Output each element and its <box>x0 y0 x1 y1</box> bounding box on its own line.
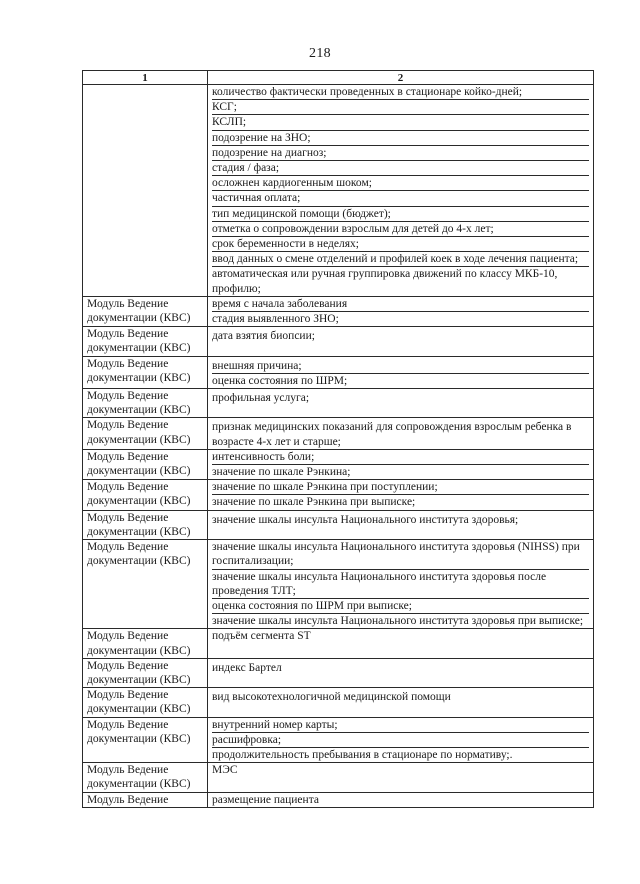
field-item: осложнен кардиогенным шоком; <box>212 176 589 191</box>
module-cell: Модуль Ведение документации (КВС) <box>83 717 208 763</box>
field-item: срок беременности в неделях; <box>212 237 589 252</box>
field-item: значение по шкале Рэнкина при выписке; <box>212 496 416 509</box>
table-row <box>83 449 594 479</box>
table-row <box>83 85 594 297</box>
field-item: индекс Бартел <box>212 661 282 674</box>
module-cell: Модуль Ведение документации (КВС) <box>83 688 208 717</box>
field-item: автоматическая или ручная группировка движений по классу МКБ-10, профилю; <box>212 268 558 295</box>
field-item: значение шкалы инсульта Национального института здоровья; <box>212 513 519 526</box>
module-cell: Модуль Ведение документации (КВС) <box>83 449 208 479</box>
fields-cell <box>208 418 594 449</box>
field-item: время с начала заболевания <box>212 297 589 312</box>
module-cell: Модуль Ведение <box>83 792 208 807</box>
module-cell: Модуль Ведение документации (КВС) <box>83 763 208 792</box>
table-row <box>83 327 594 356</box>
table-row <box>83 389 594 418</box>
field-item: отметка о сопровождении взрослым для детей до 4-х лет; <box>212 222 589 237</box>
table-row <box>83 629 594 658</box>
field-item: размещение пациента <box>212 793 319 806</box>
field-item: значение по шкале Рэнкина; <box>212 466 351 479</box>
field-item: КСЛП; <box>212 115 589 130</box>
field-item: значение по шкале Рэнкина при поступлении; <box>212 480 589 495</box>
fields-cell <box>208 480 594 510</box>
fields-cell <box>208 356 594 388</box>
fields-cell <box>208 510 594 539</box>
table-row <box>83 763 594 792</box>
field-item: профильная услуга; <box>212 392 310 405</box>
field-item: вид высокотехнологичной медицинской помощи <box>212 691 451 704</box>
fields-cell <box>208 688 594 717</box>
column-header-1: 1 <box>83 71 208 85</box>
field-item: значение шкалы инсульта Национального института здоровья после проведения ТЛТ; <box>212 570 589 599</box>
fields-cell <box>208 792 594 807</box>
field-item: частичная оплата; <box>212 191 589 206</box>
module-cell <box>83 85 208 297</box>
fields-cell <box>208 540 594 629</box>
table-row <box>83 480 594 510</box>
field-item: подозрение на ЗНО; <box>212 131 589 146</box>
module-cell: Модуль Ведение документации (КВС) <box>83 629 208 658</box>
table-row <box>83 658 594 687</box>
fields-cell <box>208 389 594 418</box>
module-cell: Модуль Ведение документации (КВС) <box>83 480 208 510</box>
field-item: КСГ; <box>212 100 589 115</box>
fields-cell <box>208 327 594 356</box>
fields-cell <box>208 629 594 658</box>
table-header-row <box>83 71 594 85</box>
field-item: продолжительность пребывания в стационаре по нормативу;. <box>212 748 513 761</box>
table-row <box>83 540 594 629</box>
table-row <box>83 792 594 807</box>
field-item: стадия выявленного ЗНО; <box>212 313 339 326</box>
page-number: 218 <box>309 46 331 61</box>
field-item: внутренний номер карты; <box>212 718 589 733</box>
table-row <box>83 510 594 539</box>
field-item: МЭС <box>212 764 238 777</box>
field-item: оценка состояния по ШРМ; <box>212 374 348 387</box>
field-item: подозрение на диагноз; <box>212 146 589 161</box>
field-item: интенсивность боли; <box>212 450 589 465</box>
field-item: расшифровка; <box>212 733 589 748</box>
fields-cell <box>208 85 594 297</box>
field-item: ввод данных о смене отделений и профилей коек в ходе лечения пациента; <box>212 252 589 267</box>
table-row <box>83 717 594 763</box>
fields-cell <box>208 763 594 792</box>
field-item: оценка состояния по ШРМ при выписке; <box>212 599 589 614</box>
module-cell: Модуль Ведение документации (КВС) <box>83 296 208 326</box>
module-cell: Модуль Ведение документации (КВС) <box>83 510 208 539</box>
module-cell: Модуль Ведение документации (КВС) <box>83 356 208 388</box>
field-item: стадия / фаза; <box>212 161 589 176</box>
fields-cell <box>208 449 594 479</box>
column-header-2: 2 <box>208 71 594 85</box>
field-item: значение шкалы инсульта Национального института здоровья (NIHSS) при госпитализации; <box>212 540 589 569</box>
table-row <box>83 296 594 326</box>
fields-cell <box>208 717 594 763</box>
field-item: дата взятия биопсии; <box>212 330 315 343</box>
fields-cell <box>208 658 594 687</box>
field-item: признак медицинских показаний для сопровождения взрослым ребенка в возрасте 4-х лет и старше; <box>212 421 572 448</box>
table-row <box>83 688 594 717</box>
module-cell: Модуль Ведение документации (КВС) <box>83 658 208 687</box>
module-cell: Модуль Ведение документации (КВС) <box>83 418 208 449</box>
module-cell: Модуль Ведение документации (КВС) <box>83 540 208 629</box>
field-item: внешняя причина; <box>212 359 589 374</box>
requirements-table <box>82 70 594 808</box>
field-item: подъём сегмента ST <box>212 630 311 643</box>
module-cell: Модуль Ведение документации (КВС) <box>83 389 208 418</box>
field-item: количество фактически проведенных в стационаре койко-дней; <box>212 85 589 100</box>
field-item: значение шкалы инсульта Национального института здоровья при выписке; <box>212 615 584 628</box>
table-row <box>83 418 594 449</box>
fields-cell <box>208 296 594 326</box>
module-cell: Модуль Ведение документации (КВС) <box>83 327 208 356</box>
field-item: тип медицинской помощи (бюджет); <box>212 207 589 222</box>
table-row <box>83 356 594 388</box>
